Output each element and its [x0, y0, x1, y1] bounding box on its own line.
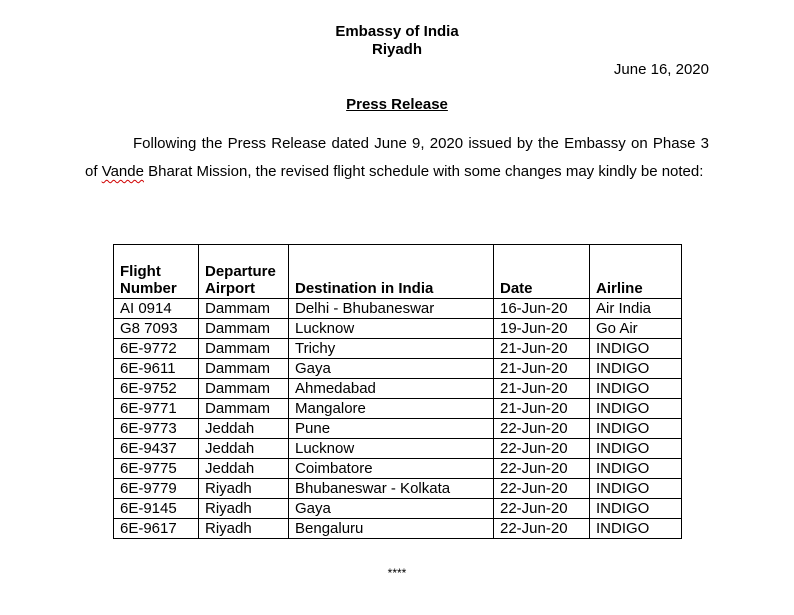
- cell-flight: AI 0914: [114, 299, 199, 319]
- cell-departure: Jeddah: [199, 459, 289, 479]
- document-title: Press Release: [346, 96, 448, 113]
- header-departure-line2: Airport: [205, 280, 255, 297]
- cell-date: 21-Jun-20: [494, 379, 590, 399]
- cell-destination: Coimbatore: [289, 459, 494, 479]
- header-departure-line1: Departure: [205, 263, 276, 280]
- document-date: June 16, 2020: [613, 61, 709, 78]
- body-paragraph: [85, 130, 709, 186]
- cell-destination: Delhi - Bhubaneswar: [289, 299, 494, 319]
- cell-date: 22-Jun-20: [494, 439, 590, 459]
- cell-departure: Dammam: [199, 299, 289, 319]
- header-destination: Destination in India: [289, 245, 494, 299]
- table-row: [114, 419, 682, 439]
- cell-destination: Lucknow: [289, 319, 494, 339]
- cell-date: 22-Jun-20: [494, 499, 590, 519]
- cell-date: 22-Jun-20: [494, 519, 590, 539]
- cell-flight: 6E-9437: [114, 439, 199, 459]
- org-name: Embassy of India: [335, 23, 459, 40]
- cell-departure: Riyadh: [199, 479, 289, 499]
- cell-destination: Pune: [289, 419, 494, 439]
- paragraph-text-end: Bharat Mission, the revised flight schedule with some changes may kindly be noted:: [143, 163, 704, 180]
- cell-flight: 6E-9752: [114, 379, 199, 399]
- cell-flight: 6E-9611: [114, 359, 199, 379]
- end-marks: ****: [387, 566, 407, 580]
- table-row: [114, 299, 682, 319]
- cell-date: 21-Jun-20: [494, 359, 590, 379]
- header-date: Date: [494, 245, 590, 299]
- cell-airline: INDIGO: [590, 339, 682, 359]
- cell-flight: 6E-9772: [114, 339, 199, 359]
- cell-flight: 6E-9775: [114, 459, 199, 479]
- cell-departure: Riyadh: [199, 519, 289, 539]
- header-flight-line1: Flight: [120, 263, 161, 280]
- cell-departure: Dammam: [199, 359, 289, 379]
- cell-departure: Jeddah: [199, 439, 289, 459]
- cell-destination: Lucknow: [289, 439, 494, 459]
- table-row: [114, 319, 682, 339]
- cell-departure: Dammam: [199, 399, 289, 419]
- header-departure-airport: [199, 245, 289, 299]
- cell-airline: INDIGO: [590, 399, 682, 419]
- cell-date: 19-Jun-20: [494, 319, 590, 339]
- cell-airline: INDIGO: [590, 359, 682, 379]
- cell-airline: INDIGO: [590, 479, 682, 499]
- table-row: [114, 339, 682, 359]
- cell-airline: INDIGO: [590, 419, 682, 439]
- table-row: [114, 479, 682, 499]
- cell-destination: Bengaluru: [289, 519, 494, 539]
- table-row: [114, 399, 682, 419]
- cell-flight: 6E-9145: [114, 499, 199, 519]
- cell-destination: Trichy: [289, 339, 494, 359]
- cell-departure: Jeddah: [199, 419, 289, 439]
- cell-destination: Ahmedabad: [289, 379, 494, 399]
- cell-flight: 6E-9779: [114, 479, 199, 499]
- cell-airline: INDIGO: [590, 439, 682, 459]
- header-airline: Airline: [590, 245, 682, 299]
- cell-departure: Dammam: [199, 379, 289, 399]
- table-header-row: [114, 245, 682, 299]
- cell-airline: INDIGO: [590, 459, 682, 479]
- cell-destination: Gaya: [289, 499, 494, 519]
- table-row: [114, 439, 682, 459]
- cell-destination: Gaya: [289, 359, 494, 379]
- table-row: [114, 519, 682, 539]
- table-row: [114, 499, 682, 519]
- cell-date: 22-Jun-20: [494, 479, 590, 499]
- cell-departure: Dammam: [199, 319, 289, 339]
- cell-date: 21-Jun-20: [494, 399, 590, 419]
- misspelled-word: Vande: [101, 163, 144, 180]
- cell-airline: INDIGO: [590, 379, 682, 399]
- table-row: [114, 379, 682, 399]
- cell-airline: Go Air: [590, 319, 682, 339]
- table-row: [114, 359, 682, 379]
- cell-departure: Dammam: [199, 339, 289, 359]
- cell-airline: INDIGO: [590, 499, 682, 519]
- cell-airline: Air India: [590, 299, 682, 319]
- header-flight-number: [114, 245, 199, 299]
- cell-date: 22-Jun-20: [494, 419, 590, 439]
- header-flight-line2: Number: [120, 280, 177, 297]
- cell-departure: Riyadh: [199, 499, 289, 519]
- cell-airline: INDIGO: [590, 519, 682, 539]
- cell-flight: G8 7093: [114, 319, 199, 339]
- cell-date: 16-Jun-20: [494, 299, 590, 319]
- cell-flight: 6E-9773: [114, 419, 199, 439]
- flight-schedule-table: [113, 244, 682, 539]
- table-row: [114, 459, 682, 479]
- cell-destination: Mangalore: [289, 399, 494, 419]
- cell-destination: Bhubaneswar - Kolkata: [289, 479, 494, 499]
- cell-date: 22-Jun-20: [494, 459, 590, 479]
- paragraph-text-start: Following the Press Release dated June 9, 2020 issued by the Embassy on Phase 3 of: [85, 135, 709, 180]
- cell-flight: 6E-9617: [114, 519, 199, 539]
- cell-flight: 6E-9771: [114, 399, 199, 419]
- org-city: Riyadh: [371, 41, 422, 58]
- cell-date: 21-Jun-20: [494, 339, 590, 359]
